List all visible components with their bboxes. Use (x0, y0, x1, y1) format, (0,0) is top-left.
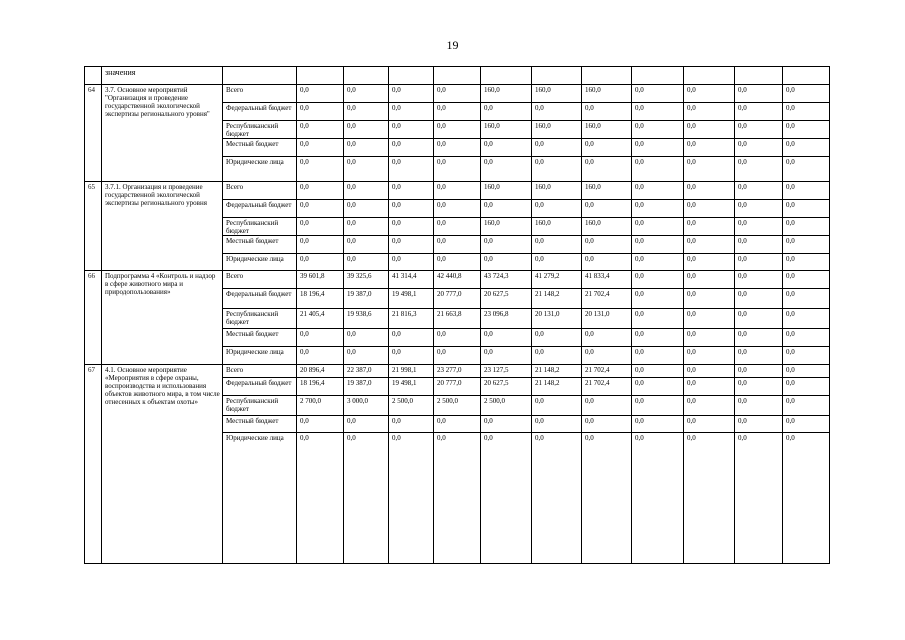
value-cell: 0,0 (783, 378, 830, 396)
header-num-cell (85, 67, 102, 85)
value-cell: 0,0 (297, 218, 344, 236)
value-cell: 0,0 (434, 254, 481, 271)
value-cell: 0,0 (783, 157, 830, 182)
value-cell: 0,0 (783, 416, 830, 433)
funding-source: Республиканский бюджет (223, 121, 297, 139)
value-cell: 0,0 (344, 218, 389, 236)
value-cell: 0,0 (684, 182, 735, 200)
value-cell: 0,0 (297, 433, 344, 564)
value-cell: 0,0 (532, 103, 582, 121)
value-cell: 23 277,0 (434, 365, 481, 378)
value-cell: 0,0 (582, 329, 632, 347)
value-cell: 0,0 (532, 236, 582, 254)
funding-source: Всего (223, 271, 297, 289)
value-cell: 20 131,0 (532, 309, 582, 329)
value-cell: 0,0 (735, 85, 783, 103)
value-cell: 23 096,8 (481, 309, 532, 329)
value-cell: 0,0 (783, 200, 830, 218)
page-number: 19 (446, 38, 459, 52)
row-number: 65 (85, 182, 102, 271)
value-cell: 160,0 (532, 85, 582, 103)
value-cell: 0,0 (481, 157, 532, 182)
value-cell: 0,0 (735, 289, 783, 309)
value-cell: 0,0 (532, 254, 582, 271)
value-cell: 0,0 (481, 329, 532, 347)
value-cell: 21 998,1 (389, 365, 434, 378)
value-cell: 160,0 (582, 182, 632, 200)
value-cell: 0,0 (297, 329, 344, 347)
value-cell: 0,0 (632, 365, 684, 378)
value-cell: 160,0 (532, 182, 582, 200)
funding-source: Всего (223, 182, 297, 200)
value-cell: 0,0 (735, 329, 783, 347)
value-cell: 0,0 (532, 329, 582, 347)
value-cell: 0,0 (684, 271, 735, 289)
value-cell: 0,0 (684, 200, 735, 218)
value-cell: 0,0 (684, 85, 735, 103)
value-cell: 0,0 (783, 433, 830, 564)
value-cell: 20 627,5 (481, 289, 532, 309)
header-value-cell (297, 67, 344, 85)
value-cell: 19 387,0 (344, 378, 389, 396)
header-value-cell (783, 67, 830, 85)
program-name: 3.7. Основное мероприятий "Организация и проведение государственной экологической экспертизы регионального уровня" (102, 85, 223, 182)
value-cell: 0,0 (434, 200, 481, 218)
value-cell: 0,0 (632, 271, 684, 289)
funding-source: Юридические лица (223, 157, 297, 182)
value-cell: 42 440,8 (434, 271, 481, 289)
value-cell: 0,0 (434, 157, 481, 182)
value-cell: 41 833,4 (582, 271, 632, 289)
value-cell: 0,0 (735, 139, 783, 157)
value-cell: 0,0 (297, 139, 344, 157)
value-cell: 160,0 (481, 85, 532, 103)
funding-source: Республиканский бюджет (223, 309, 297, 329)
value-cell: 0,0 (735, 218, 783, 236)
value-cell: 0,0 (632, 103, 684, 121)
program-name: Подпрограмма 4 «Контроль и надзор в сфере животного мира и природопользования» (102, 271, 223, 365)
value-cell: 0,0 (735, 157, 783, 182)
row-number: 66 (85, 271, 102, 365)
value-cell: 0,0 (684, 365, 735, 378)
header-value-cell (344, 67, 389, 85)
header-source-cell (223, 67, 297, 85)
header-value-cell (735, 67, 783, 85)
value-cell: 0,0 (582, 347, 632, 365)
table-row (85, 182, 830, 200)
value-cell: 0,0 (344, 416, 389, 433)
value-cell: 160,0 (582, 121, 632, 139)
value-cell: 0,0 (684, 347, 735, 365)
value-cell: 18 196,4 (297, 289, 344, 309)
value-cell: 0,0 (735, 103, 783, 121)
value-cell: 0,0 (532, 200, 582, 218)
value-cell: 160,0 (532, 121, 582, 139)
value-cell: 0,0 (344, 200, 389, 218)
value-cell: 0,0 (389, 103, 434, 121)
value-cell: 0,0 (632, 329, 684, 347)
value-cell: 0,0 (481, 139, 532, 157)
value-cell: 21 702,4 (582, 365, 632, 378)
value-cell: 20 777,0 (434, 289, 481, 309)
value-cell: 0,0 (632, 121, 684, 139)
value-cell: 0,0 (481, 416, 532, 433)
value-cell: 0,0 (735, 309, 783, 329)
value-cell: 0,0 (434, 85, 481, 103)
value-cell: 0,0 (783, 103, 830, 121)
value-cell: 0,0 (532, 433, 582, 564)
value-cell: 23 127,5 (481, 365, 532, 378)
value-cell: 0,0 (481, 200, 532, 218)
value-cell: 20 777,0 (434, 378, 481, 396)
value-cell: 0,0 (735, 365, 783, 378)
funding-source: Федеральный бюджет (223, 103, 297, 121)
value-cell: 0,0 (389, 254, 434, 271)
value-cell: 0,0 (389, 236, 434, 254)
funding-source: Юридические лица (223, 347, 297, 365)
value-cell: 160,0 (532, 218, 582, 236)
table-row (85, 271, 830, 289)
header-value-cell (434, 67, 481, 85)
value-cell: 0,0 (481, 347, 532, 365)
value-cell: 0,0 (344, 254, 389, 271)
value-cell: 0,0 (632, 157, 684, 182)
value-cell: 21 702,4 (582, 378, 632, 396)
value-cell: 0,0 (389, 433, 434, 564)
value-cell: 0,0 (735, 396, 783, 416)
budget-table (84, 66, 830, 564)
value-cell: 21 148,2 (532, 378, 582, 396)
value-cell: 20 131,0 (582, 309, 632, 329)
value-cell: 0,0 (632, 416, 684, 433)
value-cell: 0,0 (297, 157, 344, 182)
value-cell: 0,0 (389, 329, 434, 347)
value-cell: 0,0 (532, 347, 582, 365)
header-name-cell: значения (102, 67, 223, 85)
value-cell: 0,0 (481, 433, 532, 564)
value-cell: 19 387,0 (344, 289, 389, 309)
value-cell: 0,0 (582, 200, 632, 218)
header-value-cell (481, 67, 532, 85)
value-cell: 0,0 (297, 182, 344, 200)
funding-source: Местный бюджет (223, 236, 297, 254)
value-cell: 2 500,0 (434, 396, 481, 416)
value-cell: 0,0 (532, 139, 582, 157)
value-cell: 0,0 (582, 236, 632, 254)
value-cell: 0,0 (735, 433, 783, 564)
funding-source: Местный бюджет (223, 329, 297, 347)
value-cell: 0,0 (297, 347, 344, 365)
value-cell: 0,0 (389, 218, 434, 236)
value-cell: 0,0 (684, 433, 735, 564)
table-row (85, 85, 830, 103)
value-cell: 0,0 (632, 289, 684, 309)
value-cell: 0,0 (389, 157, 434, 182)
value-cell: 160,0 (481, 218, 532, 236)
value-cell: 0,0 (783, 254, 830, 271)
funding-source: Федеральный бюджет (223, 200, 297, 218)
value-cell: 20 896,4 (297, 365, 344, 378)
value-cell: 39 601,8 (297, 271, 344, 289)
value-cell: 0,0 (434, 218, 481, 236)
value-cell: 0,0 (783, 347, 830, 365)
value-cell: 0,0 (532, 396, 582, 416)
value-cell: 0,0 (344, 157, 389, 182)
value-cell: 0,0 (735, 200, 783, 218)
funding-source: Федеральный бюджет (223, 378, 297, 396)
value-cell: 0,0 (632, 347, 684, 365)
value-cell: 0,0 (582, 103, 632, 121)
value-cell: 0,0 (632, 309, 684, 329)
value-cell: 0,0 (783, 121, 830, 139)
funding-source: Республиканский бюджет (223, 396, 297, 416)
value-cell: 0,0 (434, 182, 481, 200)
value-cell: 21 148,2 (532, 365, 582, 378)
value-cell: 0,0 (632, 236, 684, 254)
value-cell: 21 702,4 (582, 289, 632, 309)
program-name: 4.1. Основное мероприятие «Мероприятия в сфере охраны, воспроизводства и использования объектов животного мира, в том числе отнесенных к объектам охоты» (102, 365, 223, 564)
value-cell: 0,0 (783, 329, 830, 347)
table-row (85, 365, 830, 378)
value-cell: 0,0 (344, 182, 389, 200)
value-cell: 0,0 (297, 103, 344, 121)
value-cell: 0,0 (684, 157, 735, 182)
value-cell: 0,0 (632, 254, 684, 271)
value-cell: 160,0 (481, 182, 532, 200)
value-cell: 0,0 (389, 121, 434, 139)
value-cell: 19 938,6 (344, 309, 389, 329)
value-cell: 0,0 (684, 103, 735, 121)
value-cell: 0,0 (684, 121, 735, 139)
value-cell: 0,0 (434, 329, 481, 347)
value-cell: 0,0 (344, 139, 389, 157)
value-cell: 0,0 (783, 289, 830, 309)
value-cell: 0,0 (783, 236, 830, 254)
funding-source: Местный бюджет (223, 139, 297, 157)
value-cell: 0,0 (735, 271, 783, 289)
value-cell: 0,0 (532, 416, 582, 433)
value-cell: 3 000,0 (344, 396, 389, 416)
value-cell: 0,0 (582, 254, 632, 271)
value-cell: 21 405,4 (297, 309, 344, 329)
value-cell: 0,0 (389, 347, 434, 365)
value-cell: 0,0 (684, 218, 735, 236)
budget-table-body (85, 67, 830, 564)
value-cell: 0,0 (389, 85, 434, 103)
value-cell: 0,0 (389, 182, 434, 200)
value-cell: 0,0 (735, 121, 783, 139)
value-cell: 0,0 (344, 347, 389, 365)
value-cell: 0,0 (582, 396, 632, 416)
value-cell: 18 196,4 (297, 378, 344, 396)
value-cell: 19 498,1 (389, 378, 434, 396)
value-cell: 0,0 (783, 139, 830, 157)
value-cell: 43 724,3 (481, 271, 532, 289)
value-cell: 0,0 (434, 347, 481, 365)
value-cell: 0,0 (632, 182, 684, 200)
value-cell: 0,0 (735, 236, 783, 254)
value-cell: 160,0 (582, 218, 632, 236)
value-cell: 0,0 (389, 200, 434, 218)
value-cell: 0,0 (783, 182, 830, 200)
value-cell: 160,0 (582, 85, 632, 103)
value-cell: 0,0 (434, 236, 481, 254)
funding-source: Местный бюджет (223, 416, 297, 433)
value-cell: 41 279,2 (532, 271, 582, 289)
value-cell: 0,0 (434, 121, 481, 139)
funding-source: Юридические лица (223, 433, 297, 564)
value-cell: 0,0 (632, 200, 684, 218)
value-cell: 21 148,2 (532, 289, 582, 309)
value-cell: 160,0 (481, 121, 532, 139)
value-cell: 0,0 (684, 378, 735, 396)
value-cell: 0,0 (344, 85, 389, 103)
value-cell: 2 500,0 (389, 396, 434, 416)
header-value-cell (389, 67, 434, 85)
value-cell: 0,0 (389, 139, 434, 157)
header-row (85, 67, 830, 85)
value-cell: 0,0 (783, 218, 830, 236)
value-cell: 0,0 (582, 433, 632, 564)
value-cell: 0,0 (582, 416, 632, 433)
funding-source: Всего (223, 85, 297, 103)
value-cell: 39 325,6 (344, 271, 389, 289)
header-value-cell (532, 67, 582, 85)
value-cell: 0,0 (344, 329, 389, 347)
row-number: 64 (85, 85, 102, 182)
value-cell: 0,0 (481, 103, 532, 121)
value-cell: 0,0 (735, 416, 783, 433)
value-cell: 0,0 (434, 416, 481, 433)
value-cell: 0,0 (532, 157, 582, 182)
value-cell: 0,0 (297, 85, 344, 103)
value-cell: 2 700,0 (297, 396, 344, 416)
value-cell: 0,0 (684, 329, 735, 347)
value-cell: 0,0 (783, 365, 830, 378)
value-cell: 0,0 (344, 121, 389, 139)
row-number: 67 (85, 365, 102, 564)
value-cell: 0,0 (297, 236, 344, 254)
funding-source: Федеральный бюджет (223, 289, 297, 309)
value-cell: 21 663,8 (434, 309, 481, 329)
value-cell: 0,0 (735, 182, 783, 200)
value-cell: 20 627,5 (481, 378, 532, 396)
value-cell: 0,0 (434, 103, 481, 121)
value-cell: 0,0 (684, 139, 735, 157)
value-cell: 0,0 (735, 254, 783, 271)
value-cell: 21 816,3 (389, 309, 434, 329)
value-cell: 0,0 (684, 416, 735, 433)
funding-source: Всего (223, 365, 297, 378)
value-cell: 0,0 (632, 218, 684, 236)
value-cell: 2 500,0 (481, 396, 532, 416)
value-cell: 0,0 (389, 416, 434, 433)
value-cell: 0,0 (684, 396, 735, 416)
value-cell: 0,0 (344, 236, 389, 254)
value-cell: 0,0 (632, 139, 684, 157)
value-cell: 0,0 (481, 254, 532, 271)
value-cell: 0,0 (632, 85, 684, 103)
value-cell: 0,0 (783, 85, 830, 103)
value-cell: 0,0 (632, 433, 684, 564)
funding-source: Юридические лица (223, 254, 297, 271)
header-value-cell (632, 67, 684, 85)
funding-source: Республиканский бюджет (223, 218, 297, 236)
value-cell: 22 387,0 (344, 365, 389, 378)
value-cell: 0,0 (434, 433, 481, 564)
value-cell: 0,0 (344, 103, 389, 121)
value-cell: 0,0 (434, 139, 481, 157)
value-cell: 0,0 (632, 378, 684, 396)
value-cell: 0,0 (297, 416, 344, 433)
value-cell: 0,0 (481, 236, 532, 254)
program-name: 3.7.1. Организация и проведение государственной экологической экспертизы регионального уровня (102, 182, 223, 271)
header-value-cell (684, 67, 735, 85)
value-cell: 0,0 (582, 157, 632, 182)
value-cell: 41 314,4 (389, 271, 434, 289)
value-cell: 0,0 (735, 378, 783, 396)
header-value-cell (582, 67, 632, 85)
value-cell: 0,0 (735, 347, 783, 365)
value-cell: 0,0 (344, 433, 389, 564)
value-cell: 0,0 (684, 236, 735, 254)
value-cell: 0,0 (632, 396, 684, 416)
value-cell: 0,0 (297, 200, 344, 218)
value-cell: 0,0 (783, 309, 830, 329)
value-cell: 0,0 (684, 309, 735, 329)
value-cell: 0,0 (582, 139, 632, 157)
value-cell: 19 498,1 (389, 289, 434, 309)
value-cell: 0,0 (684, 289, 735, 309)
value-cell: 0,0 (783, 271, 830, 289)
value-cell: 0,0 (783, 396, 830, 416)
value-cell: 0,0 (297, 254, 344, 271)
value-cell: 0,0 (297, 121, 344, 139)
value-cell: 0,0 (684, 254, 735, 271)
